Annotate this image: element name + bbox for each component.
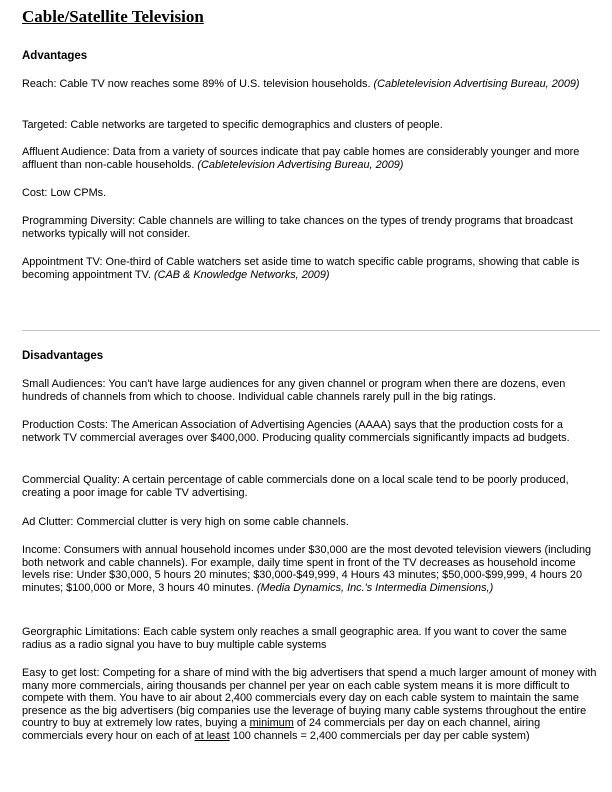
advantage-text: Reach: Cable TV now reaches some 89% of U.S. television households.	[22, 78, 371, 90]
advantage-text: Appointment TV: One-third of Cable watchers set aside time to watch specific cable programs, showing that cable is becoming appointment TV.	[22, 256, 580, 281]
disadvantage-ad-clutter	[22, 516, 598, 529]
advantage-reach	[22, 78, 598, 91]
section-divider	[22, 330, 600, 331]
disadvantage-text: 100 channels = 2,400 commercials per day per cable system)	[232, 729, 530, 742]
disadvantage-small-audiences	[22, 378, 598, 403]
disadvantage-citation: (Media Dynamics, Inc.'s Intermedia Dimensions,)	[256, 581, 494, 594]
advantage-citation: (CAB & Knowledge Networks, 2009)	[154, 268, 330, 281]
advantage-text: Cost: Low CPMs.	[22, 187, 107, 199]
advantage-text: Targeted: Cable networks are targeted to specific demographics and clusters of people.	[22, 119, 443, 131]
underlined-word: at least	[194, 729, 230, 742]
disadvantage-text: of 24 commercials per day on each channel, airing commercials every hour on each of	[22, 717, 541, 742]
advantage-cost	[22, 187, 598, 200]
disadvantage-geographic-limitations	[22, 626, 598, 651]
disadvantage-income	[22, 544, 598, 594]
disadvantage-text: Ad Clutter: Commercial clutter is very high on some cable channels.	[22, 516, 349, 528]
advantage-citation: (Cabletelevision Advertising Bureau, 2009)	[373, 78, 580, 90]
disadvantages-heading: Disadvantages	[22, 350, 104, 362]
page-title: Cable/Satellite Television	[22, 7, 204, 26]
advantage-appointment-tv	[22, 256, 598, 281]
advantages-heading: Advantages	[22, 50, 88, 62]
disadvantage-easy-to-get-lost	[22, 667, 598, 743]
disadvantage-text: Easy to get lost: Competing for a share of mind with the big advertisers that spend a much larger amount of money with many more commercials, airing thousands per channel per year on each cable system means it is more difficult to compete with them. You have to air about 2,400 commercials every day on each cable system to maintain the same presence as the big advertisers (big companies use the leverage of buying many cable systems throughout the entire country to buy at extremely low rates, buying a	[22, 667, 597, 730]
advantage-programming-diversity	[22, 215, 598, 240]
disadvantage-text: Small Audiences: You can't have large audiences for any given channel or program when there are dozens, even hundreds of channels from which to choose. Individual cable channels rarely pull in the big ratings.	[22, 378, 566, 403]
disadvantage-production-costs	[22, 419, 598, 444]
disadvantage-text: Income: Consumers with annual household incomes under $30,000 are the most devoted television viewers (including both network and cable channels). For example, daily time spent in front of the TV decreases as household income levels rise: Under $30,000, 5 hours 20 minutes; $30,000-$49,999, 4 Hours 43 minutes; $50,000-$99,999, 4 hours 20 minutes; $100,000 or More, 3 hours 40 minutes.	[22, 544, 592, 594]
disadvantage-text: Production Costs: The American Association of Advertising Agencies (AAAA) says that the production costs for a network TV commercial averages over $400,000. Producing quality commercials significantly impacts ad budgets.	[22, 419, 570, 444]
advantage-affluent-audience	[22, 146, 598, 171]
disadvantage-text: Georgraphic Limitations: Each cable system only reaches a small geographic area. If you want to cover the same radius as a radio signal you have to buy multiple cable systems	[22, 626, 567, 651]
advantage-targeted	[22, 119, 598, 132]
underlined-word: minimum	[249, 717, 294, 730]
advantage-citation: (Cabletelevision Advertising Bureau, 2009)	[197, 158, 404, 171]
advantage-text: Affluent Audience: Data from a variety of sources indicate that pay cable homes are considerably younger and more affluent than non-cable households.	[22, 146, 580, 171]
advantage-text: Programming Diversity: Cable channels are willing to take chances on the types of trendy programs that broadcast networks typically will not consider.	[22, 215, 573, 240]
disadvantage-text: Commercial Quality: A certain percentage of cable commercials done on a local scale tend to be poorly produced, creating a poor image for cable TV advertising.	[22, 474, 569, 499]
disadvantage-commercial-quality	[22, 474, 598, 499]
